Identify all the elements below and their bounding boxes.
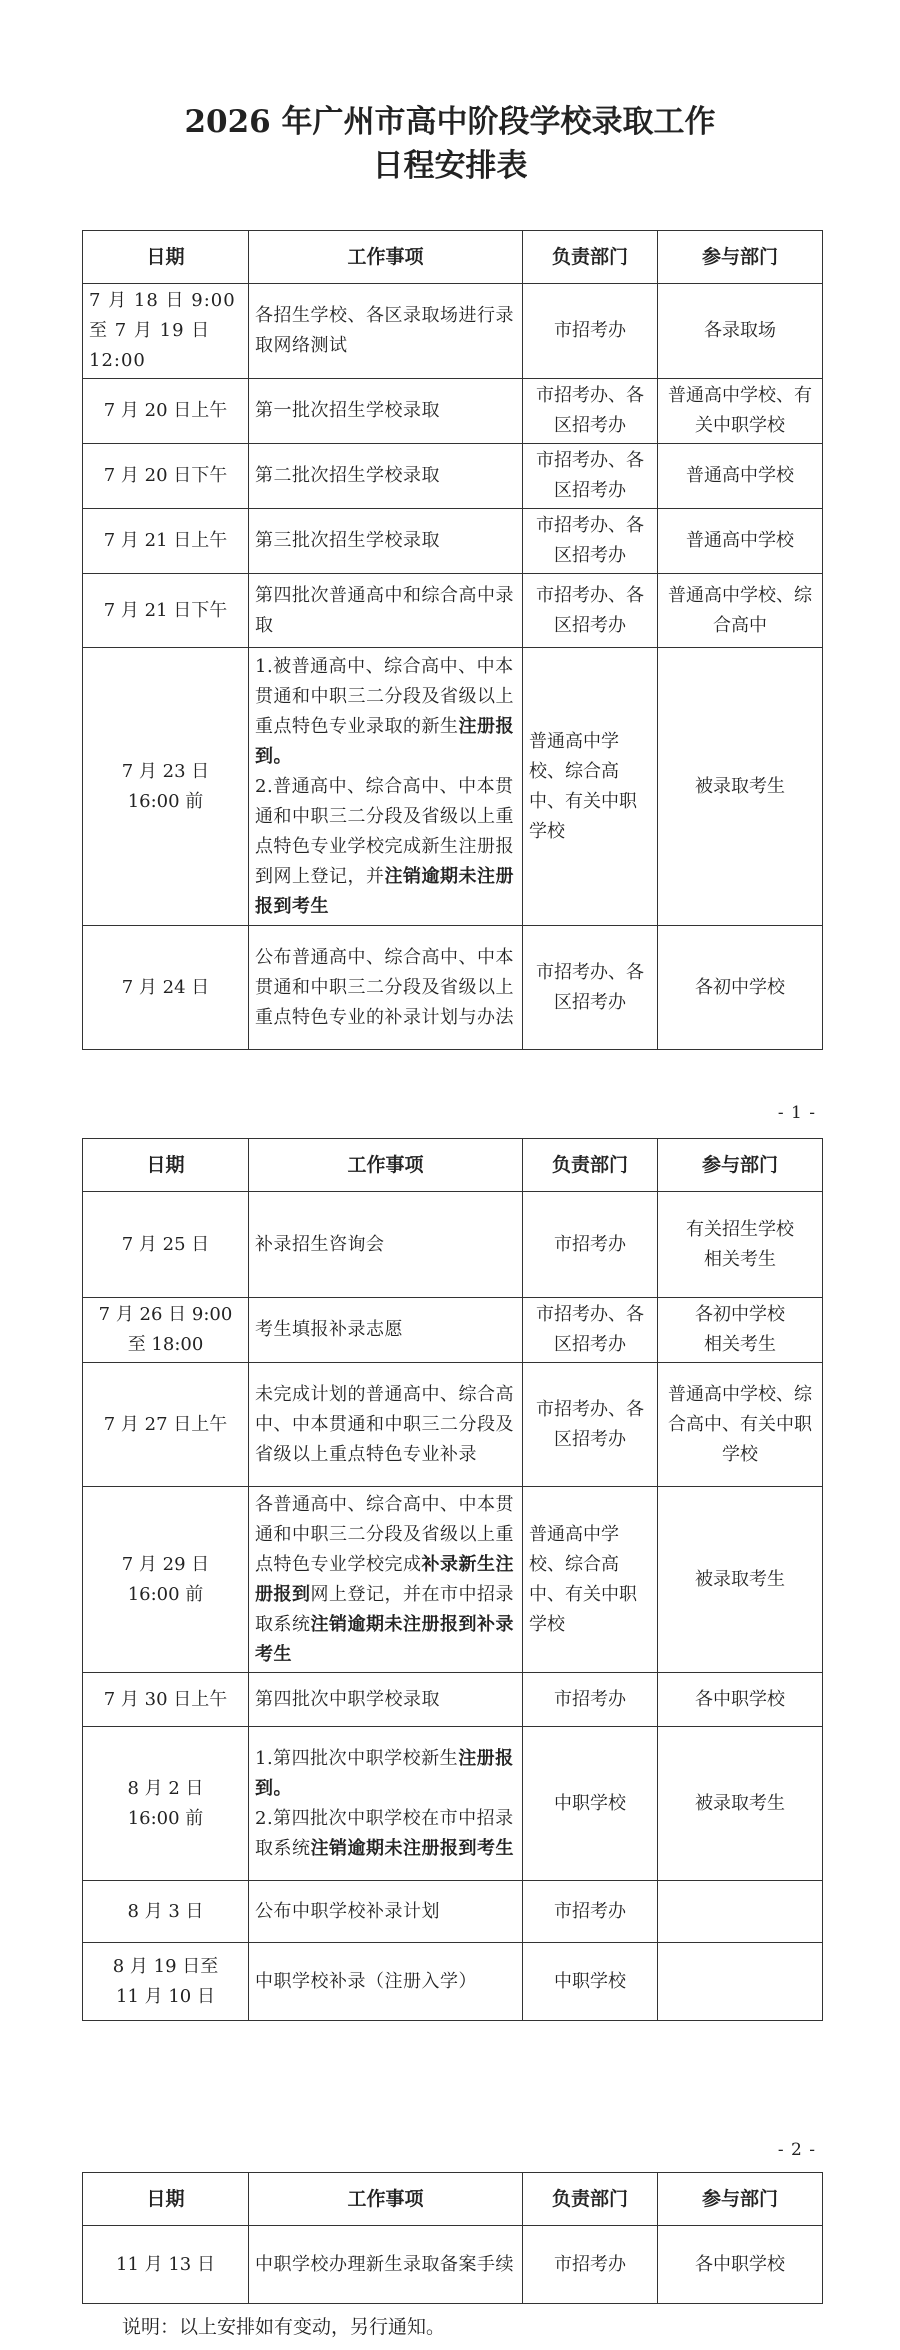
date-cell: 7 月 27 日上午	[83, 1363, 249, 1487]
participant-cell: 各中职学校	[658, 2226, 823, 2304]
participant-line: 各初中学校	[695, 1304, 785, 1325]
table-row	[83, 379, 823, 444]
date-line: 16:00 前	[127, 790, 204, 812]
participant-cell	[658, 1192, 823, 1298]
date-cell: 7 月 18 日 9:00 至 7 月 19 日 12:00	[83, 284, 249, 379]
task-text-bold: 补录新生注册报到	[255, 1553, 514, 1605]
footnote: 说明：以上安排如有变动，另行通知。	[122, 2316, 446, 2338]
page-number: - 2 -	[777, 2140, 816, 2160]
page-number: - 1 -	[777, 1103, 816, 1123]
date-cell: 7 月 21 日上午	[83, 509, 249, 574]
responsible-cell: 市招考办	[523, 2226, 658, 2304]
participant-line: 有关招生学校	[686, 1218, 794, 1240]
participant-cell: 被录取考生	[658, 1727, 823, 1881]
table-row	[83, 2226, 823, 2304]
date-cell: 7 月 20 日下午	[83, 444, 249, 509]
responsible-cell: 市招考办、各区招考办	[523, 509, 658, 574]
schedule-table-page-3	[82, 2172, 823, 2304]
participant-cell	[658, 1298, 823, 1363]
task-cell: 公布中职学校补录计划	[249, 1881, 523, 1943]
task-cell: 中职学校补录（注册入学）	[249, 1943, 523, 2021]
schedule-table-page-2	[82, 1138, 823, 2021]
task-text: 2.第四批次中职学校在市中招录取系统	[255, 1807, 514, 1859]
task-cell: 补录招生咨询会	[249, 1192, 523, 1298]
participant-cell: 普通高中学校、综合高中	[658, 574, 823, 648]
responsible-cell: 市招考办、各区招考办	[523, 444, 658, 509]
table-row	[83, 509, 823, 574]
task-text: 网上登记，并在市中招录取系统	[255, 1583, 514, 1635]
participant-cell: 普通高中学校、综合高中、有关中职学校	[658, 1363, 823, 1487]
participant-cell: 普通高中学校	[658, 509, 823, 574]
task-cell	[249, 1487, 523, 1673]
table-row	[83, 444, 823, 509]
participant-cell	[658, 1881, 823, 1943]
header-date: 日期	[83, 2173, 249, 2226]
task-text-bold: 注册报到。	[255, 715, 514, 767]
title-line-1: 2026 年广州市高中阶段学校录取工作	[184, 104, 716, 140]
responsible-cell: 市招考办	[523, 284, 658, 379]
header-responsible: 负责部门	[523, 2173, 658, 2226]
table-row	[83, 1363, 823, 1487]
task-text-bold: 注销逾期未注册报到补录考生	[255, 1613, 514, 1665]
header-task: 工作事项	[249, 231, 523, 284]
title-line-2: 日程安排表	[372, 148, 528, 184]
participant-line: 相关考生	[704, 1334, 776, 1355]
task-text-bold: 注销逾期未注册报到考生	[255, 865, 514, 917]
header-responsible: 负责部门	[523, 231, 658, 284]
responsible-cell: 市招考办、各区招考办	[523, 1363, 658, 1487]
date-cell: 7 月 30 日上午	[83, 1673, 249, 1727]
header-task: 工作事项	[249, 2173, 523, 2226]
date-cell: 11 月 13 日	[83, 2226, 249, 2304]
participant-cell: 各初中学校	[658, 926, 823, 1050]
header-date: 日期	[83, 231, 249, 284]
participant-cell	[658, 1943, 823, 2021]
participant-cell: 被录取考生	[658, 1487, 823, 1673]
table-row	[83, 1943, 823, 2021]
table-row	[83, 574, 823, 648]
participant-cell: 各录取场	[658, 284, 823, 379]
document-title	[0, 100, 900, 188]
task-cell: 中职学校办理新生录取备案手续	[249, 2226, 523, 2304]
date-line: 7 月 23 日	[121, 760, 210, 782]
responsible-cell: 市招考办	[523, 1673, 658, 1727]
date-cell	[83, 1298, 249, 1363]
task-cell: 公布普通高中、综合高中、中本贯通和中职三二分段及省级以上重点特色专业的补录计划与办法	[249, 926, 523, 1050]
responsible-cell: 市招考办	[523, 1192, 658, 1298]
header-responsible: 负责部门	[523, 1139, 658, 1192]
responsible-cell: 普通高中学校、综合高中、有关中职学校	[523, 1487, 658, 1673]
participant-cell: 各中职学校	[658, 1673, 823, 1727]
table-header-row	[83, 1139, 823, 1192]
date-cell	[83, 1487, 249, 1673]
header-participant: 参与部门	[658, 1139, 823, 1192]
task-text-bold: 注册报到。	[255, 1747, 514, 1799]
participant-cell: 普通高中学校	[658, 444, 823, 509]
date-line: 8 月 2 日	[127, 1777, 204, 1799]
participant-cell: 被录取考生	[658, 648, 823, 926]
header-task: 工作事项	[249, 1139, 523, 1192]
table-header-row	[83, 231, 823, 284]
responsible-cell: 中职学校	[523, 1943, 658, 2021]
date-line: 7 月 29 日	[121, 1553, 210, 1575]
date-cell: 7 月 25 日	[83, 1192, 249, 1298]
task-cell: 第四批次普通高中和综合高中录取	[249, 574, 523, 648]
task-cell	[249, 1727, 523, 1881]
task-cell: 第一批次招生学校录取	[249, 379, 523, 444]
date-cell	[83, 1943, 249, 2021]
task-cell: 各招生学校、各区录取场进行录取网络测试	[249, 284, 523, 379]
schedule-table-page-1	[82, 230, 823, 1050]
date-cell: 7 月 21 日下午	[83, 574, 249, 648]
responsible-cell: 市招考办、各区招考办	[523, 1298, 658, 1363]
date-line: 至 18:00	[127, 1334, 204, 1355]
date-line: 7 月 26 日 9:00	[98, 1304, 233, 1325]
task-text: 1.被普通高中、综合高中、中本贯通和中职三二分段及省级以上重点特色专业录取的新生	[255, 655, 514, 737]
table-row	[83, 1881, 823, 1943]
table-row	[83, 1727, 823, 1881]
responsible-cell: 普通高中学校、综合高中、有关中职学校	[523, 648, 658, 926]
table-row	[83, 1298, 823, 1363]
table-row	[83, 284, 823, 379]
date-line: 16:00 前	[127, 1807, 204, 1829]
participant-line: 相关考生	[704, 1248, 776, 1270]
table-row	[83, 926, 823, 1050]
header-participant: 参与部门	[658, 231, 823, 284]
date-line: 8 月 19 日至	[112, 1955, 219, 1977]
header-participant: 参与部门	[658, 2173, 823, 2226]
responsible-cell: 中职学校	[523, 1727, 658, 1881]
date-line: 11 月 10 日	[116, 1985, 215, 2007]
responsible-cell: 市招考办、各区招考办	[523, 379, 658, 444]
task-text: 1.第四批次中职学校新生	[255, 1747, 459, 1769]
responsible-cell: 市招考办、各区招考办	[523, 926, 658, 1050]
task-cell: 考生填报补录志愿	[249, 1298, 523, 1363]
table-row	[83, 1192, 823, 1298]
task-cell	[249, 648, 523, 926]
table-row	[83, 1673, 823, 1727]
participant-cell: 普通高中学校、有关中职学校	[658, 379, 823, 444]
task-cell: 第三批次招生学校录取	[249, 509, 523, 574]
table-row	[83, 1487, 823, 1673]
task-cell: 未完成计划的普通高中、综合高中、中本贯通和中职三二分段及省级以上重点特色专业补录	[249, 1363, 523, 1487]
task-cell: 第二批次招生学校录取	[249, 444, 523, 509]
responsible-cell: 市招考办	[523, 1881, 658, 1943]
task-text: 各普通高中、综合高中、中本贯通和中职三二分段及省级以上重点特色专业学校完成	[255, 1493, 514, 1575]
date-cell: 7 月 20 日上午	[83, 379, 249, 444]
task-cell: 第四批次中职学校录取	[249, 1673, 523, 1727]
date-cell: 8 月 3 日	[83, 1881, 249, 1943]
task-text-bold: 注销逾期未注册报到考生	[310, 1837, 514, 1859]
date-line: 16:00 前	[127, 1583, 204, 1605]
date-cell	[83, 1727, 249, 1881]
table-header-row	[83, 2173, 823, 2226]
date-cell	[83, 648, 249, 926]
table-row	[83, 648, 823, 926]
date-cell: 7 月 24 日	[83, 926, 249, 1050]
responsible-cell: 市招考办、各区招考办	[523, 574, 658, 648]
task-text: 2.普通高中、综合高中、中本贯通和中职三二分段及省级以上重点特色专业学校完成新生注册报到网上登记，并	[255, 775, 514, 887]
header-date: 日期	[83, 1139, 249, 1192]
